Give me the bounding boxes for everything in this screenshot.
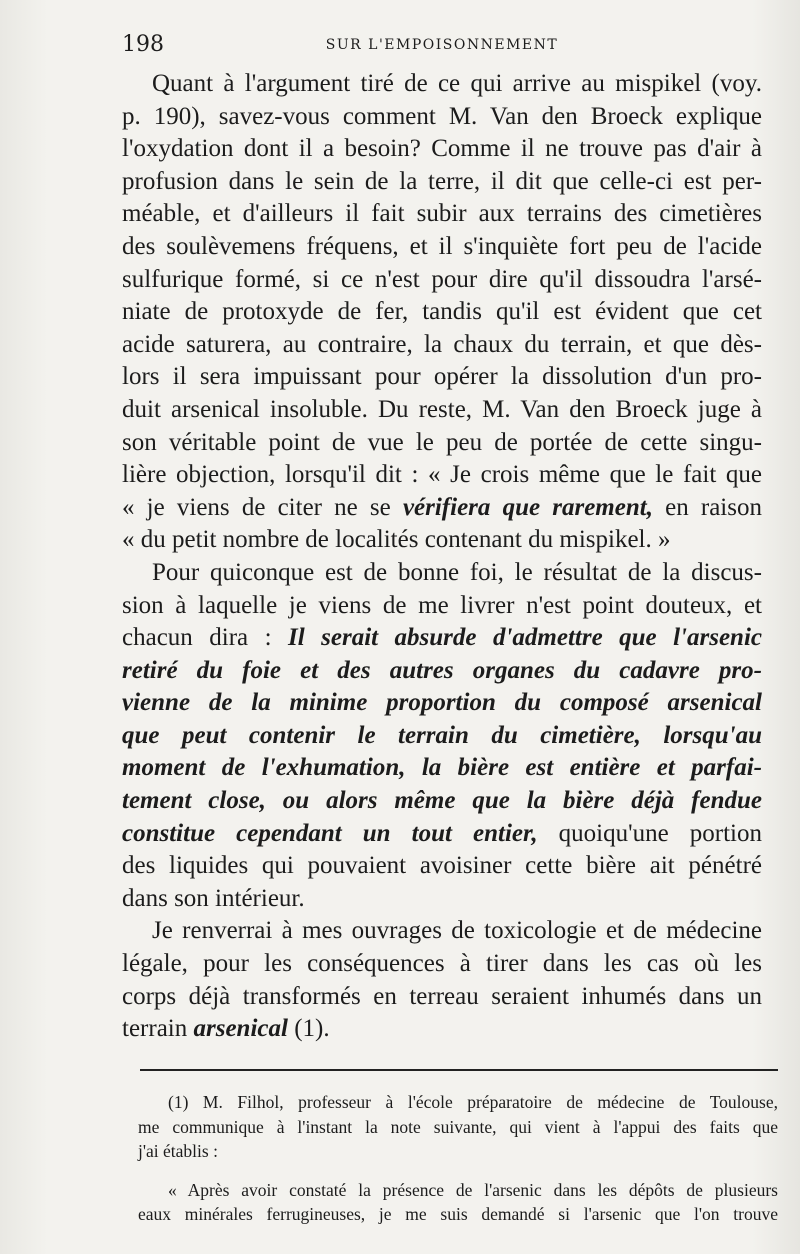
text-run: « je viens de citer ne se bbox=[122, 493, 403, 521]
text-run: sulfurique formé, si ce n'est pour dire qu'il dissoudra l'arsé- bbox=[122, 265, 762, 293]
text-line bbox=[122, 459, 762, 492]
text-line bbox=[122, 264, 762, 297]
footnote-line bbox=[138, 1090, 778, 1115]
text-line bbox=[122, 785, 762, 818]
text-run: l'oxydation dont il a besoin? Comme il ne trouve pas d'air à bbox=[122, 135, 762, 163]
text-line bbox=[122, 133, 762, 166]
text-line bbox=[122, 883, 762, 916]
text-run: « Après avoir constaté la présence de l'arsenic dans les dépôts de plusieurs bbox=[168, 1179, 778, 1200]
text-run: niate de protoxyde de fer, tandis qu'il est évident que cet bbox=[122, 298, 762, 326]
page-number: 198 bbox=[122, 32, 164, 57]
text-line bbox=[122, 981, 762, 1014]
text-line bbox=[122, 101, 762, 134]
page-header bbox=[122, 30, 762, 60]
italic-run: tement close, ou alors même que la bière déjà fendue bbox=[122, 787, 762, 815]
text-line bbox=[122, 622, 762, 655]
text-line bbox=[122, 68, 762, 101]
text-run: lière objection, lorsqu'il dit : « Je crois même que le fait que bbox=[122, 461, 762, 489]
text-run: (1) M. Filhol, professeur à l'école préparatoire de médecine de Toulouse, bbox=[168, 1092, 778, 1112]
text-run: corps déjà transformés en terreau seraient inhumés dans un bbox=[122, 982, 762, 1010]
text-line bbox=[122, 198, 762, 231]
footnote-line bbox=[138, 1178, 778, 1203]
text-run: des soulèvemens fréquens, et il s'inquiète fort peu de l'acide bbox=[122, 232, 762, 260]
italic-run: vienne de la minime proportion du composé arsenical bbox=[122, 689, 762, 717]
text-line bbox=[122, 948, 762, 981]
text-run: légale, pour les conséquences à tirer dans les cas où les bbox=[122, 950, 762, 978]
text-run: « du petit nombre de localités contenant du mispikel. » bbox=[122, 526, 671, 554]
italic-run: constitue cependant un tout entier, bbox=[122, 819, 538, 847]
text-run: Je renverrai à mes ouvrages de toxicologie et de médecine bbox=[152, 917, 762, 945]
text-run: lors il sera impuissant pour opérer la dissolution d'un pro- bbox=[122, 363, 762, 391]
text-run: sion à laquelle je viens de me livrer n'est point douteux, et bbox=[122, 591, 762, 619]
text-run: son véritable point de vue le peu de portée de cette singu- bbox=[122, 428, 762, 456]
text-line bbox=[122, 818, 762, 851]
text-line bbox=[122, 524, 762, 557]
italic-run: Il serait absurde d'admettre que l'arsenic bbox=[288, 624, 762, 652]
text-run: terrain bbox=[122, 1015, 194, 1043]
italic-run: vérifiera que rarement, bbox=[402, 493, 653, 521]
italic-run: que peut contenir le terrain du cimetière, lorsqu'au bbox=[122, 721, 762, 749]
text-run: profusion dans le sein de la terre, il dit que celle-ci est per- bbox=[122, 167, 762, 195]
text-line bbox=[122, 720, 762, 753]
text-line bbox=[122, 361, 762, 394]
footnote-line bbox=[138, 1202, 778, 1227]
text-line bbox=[122, 557, 762, 590]
footnote-line bbox=[138, 1139, 778, 1164]
text-run: duit arsenical insoluble. Du reste, M. Van den Broeck juge à bbox=[122, 395, 762, 423]
text-run: me communique à l'instant la note suivante, qui vient à l'appui des faits que bbox=[138, 1116, 778, 1137]
text-run: en raison bbox=[652, 493, 762, 521]
text-run: Pour quiconque est de bonne foi, le résultat de la discus- bbox=[152, 558, 762, 586]
text-line bbox=[122, 166, 762, 199]
text-line bbox=[122, 590, 762, 623]
italic-run: arsenical bbox=[193, 1015, 288, 1043]
text-run: acide saturera, au contraire, la chaux du terrain, et que dès- bbox=[122, 330, 762, 358]
text-run: (1). bbox=[287, 1015, 330, 1043]
text-run: j'ai établis : bbox=[138, 1141, 218, 1161]
footnote-divider bbox=[140, 1069, 778, 1071]
text-line bbox=[122, 915, 762, 948]
text-run: des liquides qui pouvaient avoisiner cette bière ait pénétré bbox=[122, 852, 762, 880]
text-line bbox=[122, 752, 762, 785]
italic-run: retiré du foie et des autres organes du cadavre pro- bbox=[122, 656, 762, 684]
footnote-line bbox=[138, 1115, 778, 1140]
italic-run: moment de l'exhumation, la bière est entière et parfai- bbox=[122, 754, 762, 782]
running-title: SUR L'EMPOISONNEMENT bbox=[325, 37, 559, 53]
text-line bbox=[122, 394, 762, 427]
footnotes bbox=[138, 1090, 778, 1227]
text-run: quoiqu'une portion bbox=[537, 819, 762, 847]
text-run: méable, et d'ailleurs il fait subir aux terrains des cimetières bbox=[122, 200, 762, 228]
text-line bbox=[122, 1013, 762, 1046]
body-text bbox=[122, 68, 762, 1046]
text-line bbox=[122, 329, 762, 362]
text-line bbox=[122, 492, 762, 525]
text-line bbox=[122, 687, 762, 720]
text-run: p. 190), savez-vous comment M. Van den Broeck explique bbox=[122, 102, 762, 130]
text-line bbox=[122, 427, 762, 460]
text-run: dans son intérieur. bbox=[122, 884, 305, 912]
text-run: eaux minérales ferrugineuses, je me suis demandé si l'arsenic que l'on trouve bbox=[138, 1204, 778, 1224]
text-run: chacun dira : bbox=[122, 624, 288, 652]
text-run: Quant à l'argument tiré de ce qui arrive au mispikel (voy. bbox=[152, 70, 762, 97]
text-line bbox=[122, 296, 762, 329]
text-line bbox=[122, 231, 762, 264]
text-line bbox=[122, 850, 762, 883]
text-line bbox=[122, 655, 762, 688]
